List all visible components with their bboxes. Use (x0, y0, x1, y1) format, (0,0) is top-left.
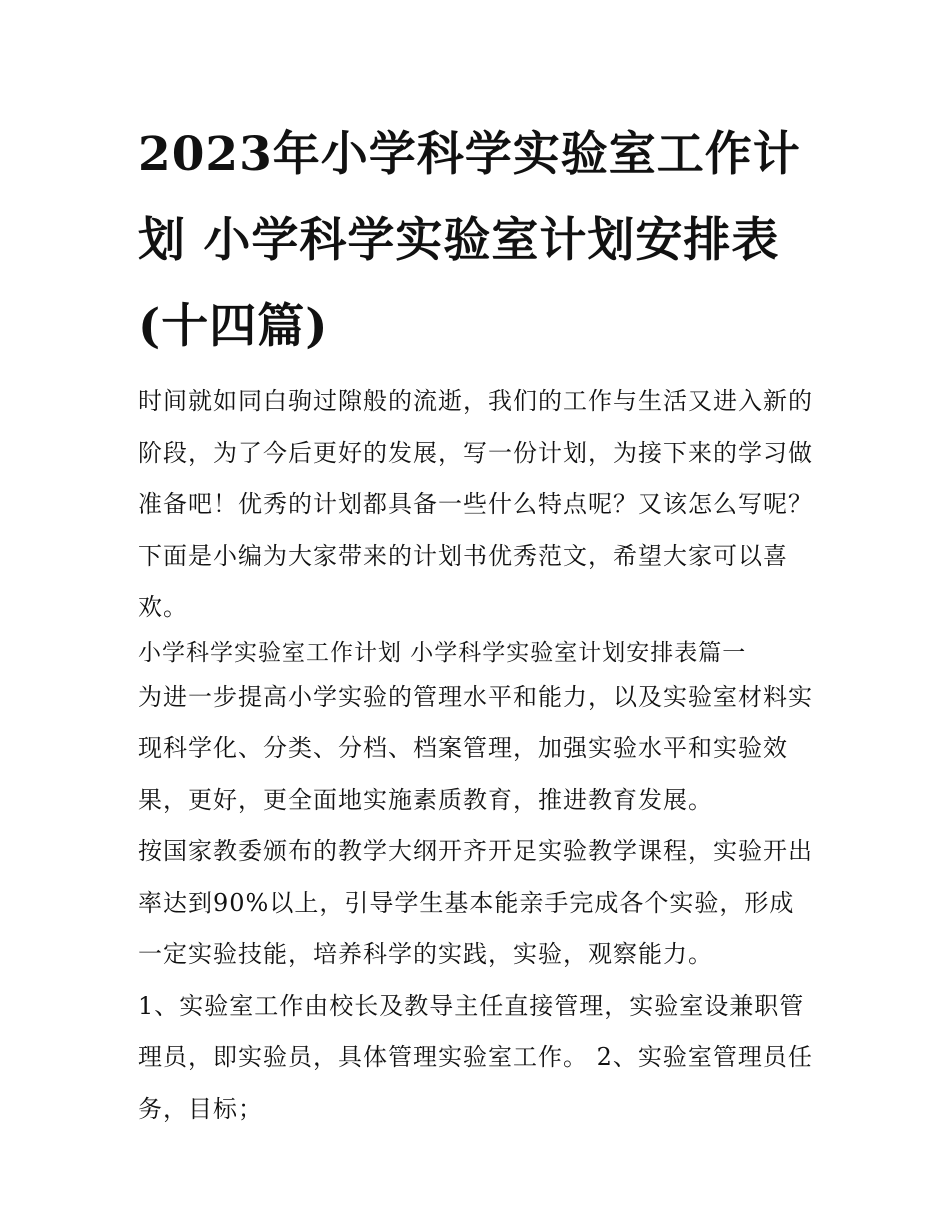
section-heading: 小学科学实验室工作计划 小学科学实验室计划安排表篇一 (138, 639, 747, 666)
intro-paragraph: 时间就如同白驹过隙般的流逝，我们的工作与生活又进入新的阶段，为了今后更好的发展，写一份计划，为接下来的学习做准备吧！优秀的计划都具备一些什么特点呢？又该怎么写呢？下面是小编为大家带来的计划书优秀范文，希望大家可以喜欢。 (138, 387, 813, 621)
body-paragraph-3: 1、实验室工作由校长及教导主任直接管理，实验室设兼职管理员，即实验员，具体管理实验室工作。 2、实验室管理员任务，目标； (138, 991, 813, 1123)
document-page (138, 112, 818, 1135)
body-paragraph-1: 为进一步提高小学实验的管理水平和能力，以及实验室材料实现科学化、分类、分档、档案管理，加强实验水平和实验效果，更好，更全面地实施素质教育，推进教育发展。 (138, 682, 813, 814)
body-paragraph-2: 按国家教委颁布的教学大纲开齐开足实验教学课程，实验开出率达到90%以上，引导学生基本能亲手完成各个实验，形成一定实验技能，培养科学的实践，实验，观察能力。 (138, 837, 813, 968)
document-title: 2023年小学科学实验室工作计划 小学科学实验室计划安排表(十四篇) (138, 127, 801, 354)
